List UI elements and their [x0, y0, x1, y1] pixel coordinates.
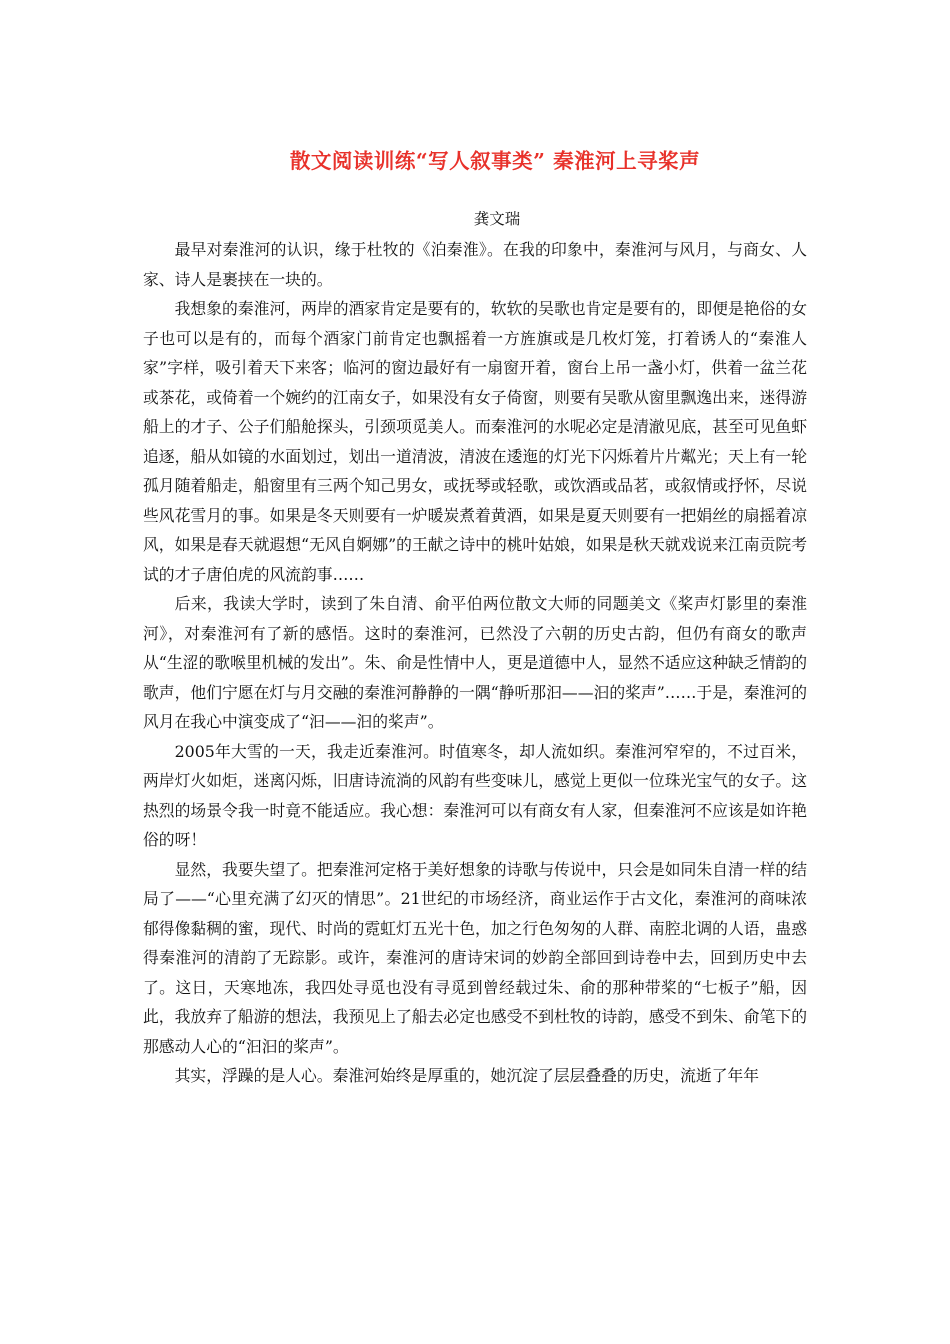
paragraph-4: 2005年大雪的一天，我走近秦淮河。时值寒冬，却人流如织。秦淮河窄窄的，不过百米，两岸灯火如炬，迷离闪烁，旧唐诗流淌的风韵有些变味儿，感觉上更似一位珠光宝气的女子。这热烈的场景令我一时竟不能适应。我心想：秦淮河可以有商女有人家，但秦淮河不应该是如许艳俗的呀！	[143, 741, 807, 849]
author-name: 龚文瑞	[473, 210, 521, 228]
document-page	[143, 143, 807, 1091]
paragraph-1: 最早对秦淮河的认识，缘于杜牧的《泊秦淮》。在我的印象中，秦淮河与风月，与商女、人家、诗人是裹挟在一块的。	[143, 240, 807, 289]
paragraph-2: 我想象的秦淮河，两岸的酒家肯定是要有的，软软的吴歌也肯定是要有的，即便是艳俗的女子也可以是有的，而每个酒家门前肯定也飘摇着一方旌旗或是几枚灯笼，打着诱人的“秦淮人家”字样，吸引着天下来客；临河的窗边最好有一扇窗开着，窗台上吊一盏小灯，供着一盆兰花或茶花，或倚着一个婉约的江南女子，如果没有女子倚窗，则要有吴歌从窗里飘逸出来，迷得游船上的才子、公子们船舱探头，引颈项觅美人。而秦淮河的水呢必定是清澈见底，甚至可见鱼虾追逐，船从如镜的水面划过，划出一道清波，清波在逶迤的灯光下闪烁着片片粼光；天上有一轮孤月随着船走，船窗里有三两个知己男女，或抚琴或轻歌，或饮酒或品茗，或叙情或抒怀，尽说些风花雪月的事。如果是冬天则要有一炉暖炭煮着黄酒，如果是夏天则要有一把娟丝的扇摇着凉风，如果是春天就遐想“无风自婀娜”的王献之诗中的桃叶姑娘，如果是秋天就戏说来江南贡院考试的才子唐伯虎的风流韵事……	[143, 299, 807, 584]
paragraph-6: 其实，浮躁的是人心。秦淮河始终是厚重的，她沉淀了层层叠叠的历史，流逝了年年	[174, 1066, 760, 1085]
document-title: 散文阅读训练“写人叙事类” 秦淮河上寻桨声	[289, 149, 701, 173]
paragraph-3: 后来，我读大学时，读到了朱自清、俞平伯两位散文大师的同题美文《桨声灯影里的秦淮河》，对秦淮河有了新的感悟。这时的秦淮河，已然没了六朝的历史古韵，但仍有商女的歌声从“生涩的歌喉里机械的发出”。朱、俞是性情中人，更是道德中人，显然不适应这种缺乏情韵的歌声，他们宁愿在灯与月交融的秦淮河静静的一隅“静听那汩——汩的桨声”……于是，秦淮河的风月在我心中演变成了“汩——汩的桨声”。	[143, 594, 807, 731]
paragraph-5: 显然，我要失望了。把秦淮河定格于美好想象的诗歌与传说中，只会是如同朱自清一样的结局了——“心里充满了幻灭的情思”。21世纪的市场经济，商业运作于古文化，秦淮河的商味浓郁得像黏稠的蜜，现代、时尚的霓虹灯五光十色，加之行色匆匆的人群、南腔北调的人语，蛊惑得秦淮河的清韵了无踪影。或许，秦淮河的唐诗宋词的妙韵全部回到诗卷中去，回到历史中去了。这日，天寒地冻，我四处寻觅也没有寻觅到曾经载过朱、俞的那种带桨的“七板子”船，因此，我放弃了船游的想法，我预见上了船去必定也感受不到杜牧的诗韵，感受不到朱、俞笔下的那感动人心的“汩汩的桨声”。	[143, 859, 807, 1056]
